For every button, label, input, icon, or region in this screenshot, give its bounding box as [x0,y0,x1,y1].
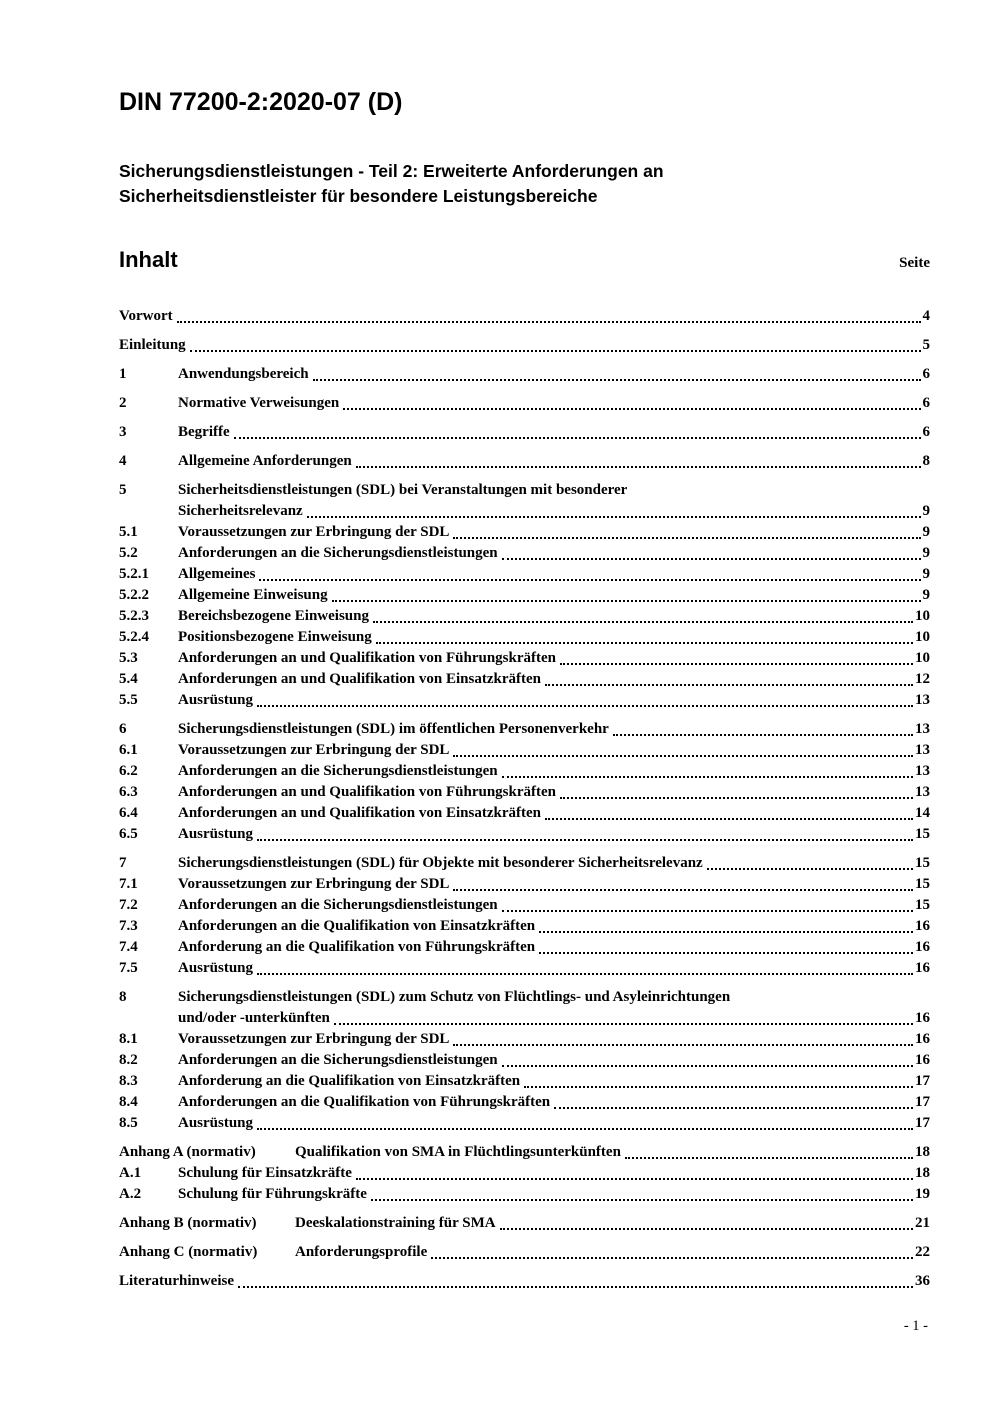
toc-entry-body [178,648,930,669]
toc-entry-body [178,853,930,874]
toc-entry-page: 9 [922,545,930,561]
toc-entry [119,564,930,585]
dot-leader [453,1044,913,1046]
toc-entry-body [295,1242,930,1263]
dot-leader [376,642,913,644]
toc-entry-title: Schulung für Führungskräfte [178,1186,367,1202]
toc-entry-title: Voraussetzungen zur Erbringung der SDL [178,742,450,758]
toc-entry-number: 5.4 [119,671,138,687]
toc-entry-page: 16 [915,918,930,934]
toc-entry-page: 6 [922,366,930,382]
toc-entry-page: 21 [915,1215,930,1231]
toc-entry-number: 6.5 [119,826,138,842]
dot-leader [343,408,920,410]
toc-entry [119,335,930,356]
toc-entry-title: Anforderungen an die Qualifikation von Einsatzkräften [178,918,536,934]
toc-entry-number: 5.5 [119,692,138,708]
dot-leader [545,684,913,686]
toc-entry-page: 6 [922,424,930,440]
toc-entry-number: A.1 [119,1165,142,1181]
toc-entry-title: Normative Verweisungen [178,395,340,411]
toc-entry-body [178,987,930,1029]
toc-entry-body [178,1113,930,1134]
dot-leader [371,1199,913,1201]
toc-entry-body [178,422,930,443]
dot-leader [560,797,913,799]
dot-leader [259,579,920,581]
toc-entry-title: Ausrüstung [178,826,254,842]
toc-entry [119,627,930,648]
toc-entry [119,1213,930,1234]
toc-entry-title: Ausrüstung [178,692,254,708]
toc-entry [119,895,930,916]
dot-leader [502,1065,913,1067]
toc-entry-number: 8.3 [119,1073,138,1089]
toc-entry [119,669,930,690]
toc-entry-number: 2 [119,395,127,411]
dot-leader [613,734,913,736]
footer-page-number: - 1 - [903,1318,928,1334]
toc-entry-body [178,719,930,740]
toc-entry [119,1029,930,1050]
toc-entry-page: 17 [915,1094,930,1110]
toc-entry [119,1271,930,1292]
toc-entry-title: Anforderungen an die Sicherungsdienstleistungen [178,897,498,913]
toc-entry-page: 13 [915,784,930,800]
dot-leader [332,600,921,602]
toc-entry [119,1113,930,1134]
toc-entry-body [178,937,930,958]
toc-entry-number: 7.3 [119,918,138,934]
toc-entry-page: 16 [915,939,930,955]
toc-entry-number: 7.1 [119,876,138,892]
dot-leader [524,1086,913,1088]
dot-leader [431,1257,913,1259]
toc-entry [119,874,930,895]
toc-entry-page: 17 [915,1115,930,1131]
document-title: DIN 77200-2:2020-07 (D) [119,88,403,116]
toc-entry-number: 7 [119,855,127,871]
toc-entry [119,543,930,564]
toc-entry-number: A.2 [119,1186,142,1202]
toc-entry-title: Einleitung [119,337,186,353]
toc-entry [119,803,930,824]
toc-entry-page: 36 [915,1273,930,1289]
toc-entry [119,782,930,803]
dot-leader [502,776,913,778]
toc-entry [119,958,930,979]
toc-entry [119,451,930,472]
dot-leader [554,1107,913,1109]
dot-leader [560,663,913,665]
toc-entry-title: Sicherungsdienstleistungen (SDL) zum Schutz von Flüchtlings- und Asyleinrichtungen [178,989,731,1005]
toc-entry [119,761,930,782]
toc-entry-title: Literaturhinweise [119,1273,234,1289]
toc-entry [119,1142,930,1163]
toc-entry-number: 8.4 [119,1094,138,1110]
toc-entry-page: 18 [915,1144,930,1160]
toc-entry [119,690,930,711]
toc-entry-number: 5.2.1 [119,566,149,582]
toc-entry-body [178,669,930,690]
toc-entry-title: Bereichsbezogene Einweisung [178,608,369,624]
toc-entry [119,937,930,958]
toc-entry-page: 15 [915,826,930,842]
toc-entry [119,916,930,937]
toc-entry-body [178,916,930,937]
toc-entry-title: Anforderungen an die Qualifikation von Führungskräften [178,1094,551,1110]
toc-entry-number: 8.5 [119,1115,138,1131]
toc-entry-number: 5.2 [119,545,138,561]
toc-entry-title: Anforderung an die Qualifikation von Führungskräften [178,939,536,955]
toc-entry [119,306,930,327]
toc-entry-body [119,306,930,327]
toc-entry [119,987,930,1029]
toc-entry [119,824,930,845]
dot-leader [500,1228,913,1230]
toc-entry [119,853,930,874]
toc-entry-title: Anforderungen an und Qualifikation von Einsatzkräften [178,671,541,687]
toc-entry [119,480,930,522]
toc-entry-number: 7.4 [119,939,138,955]
dot-leader [453,537,920,539]
toc-header [119,247,930,273]
toc-entry-number: 1 [119,366,127,382]
dot-leader [234,437,921,439]
toc-entry-title-continued: und/oder -unterkünften [178,1010,330,1026]
toc-entry [119,422,930,443]
toc-entry-body [178,761,930,782]
toc-entry-number: 6.3 [119,784,138,800]
toc-entry-number: 8.1 [119,1031,138,1047]
dot-leader [356,1178,913,1180]
toc-entry-body [178,1071,930,1092]
toc-entry-number: 6 [119,721,127,737]
toc-entry-prefix: Anhang A (normativ) [119,1144,256,1160]
toc-entry-title: Anforderungen an und Qualifikation von Einsatzkräften [178,805,541,821]
toc-entry-title: Qualifikation von SMA in Flüchtlingsunterkünften [295,1144,621,1160]
dot-leader [453,755,913,757]
toc-entry-page: 19 [915,1186,930,1202]
toc-entry-page: 9 [922,587,930,603]
toc-entry-page: 16 [915,1031,930,1047]
toc-entry-body [178,1163,930,1184]
toc-entry-body [178,543,930,564]
dot-leader [334,1023,913,1025]
toc-entry-title: Anwendungsbereich [178,366,309,382]
toc-entry [119,585,930,606]
toc-entry-body [178,782,930,803]
page-column-label: Seite [899,255,930,271]
toc-entry [119,1184,930,1205]
toc-entry-number: 5 [119,482,127,498]
toc-entry-page: 13 [915,721,930,737]
toc-entry-title: Anforderung an die Qualifikation von Einsatzkräften [178,1073,521,1089]
toc-entry-title-continued: Sicherheitsrelevanz [178,503,303,519]
toc-entry-body [178,451,930,472]
toc-entry-page: 12 [915,671,930,687]
toc-entry-page: 16 [915,1052,930,1068]
toc-entry-page: 5 [922,337,930,353]
toc-entry-page: 15 [915,876,930,892]
document-subtitle: Sicherungsdienstleistungen - Teil 2: Erweiterte Anforderungen an Sicherheitsdienstleister für besondere Leistungsbereiche [119,161,664,206]
toc-entry-page: 9 [922,524,930,540]
toc-entry-number: 7.5 [119,960,138,976]
toc-entry-body [178,740,930,761]
dot-leader [307,516,921,518]
toc-entry [119,648,930,669]
dot-leader [356,466,921,468]
dot-leader [257,973,913,975]
toc-entry-number: 3 [119,424,127,440]
toc-entry-page: 16 [915,1010,930,1026]
toc-entry-title: Sicherheitsdienstleistungen (SDL) bei Veranstaltungen mit besonderer [178,482,628,498]
toc-entry-number: 4 [119,453,127,469]
toc-entry [119,1242,930,1263]
toc-entry-title: Anforderungen an und Qualifikation von Führungskräften [178,650,557,666]
toc-entry-number: 5.3 [119,650,138,666]
dot-leader [539,931,913,933]
dot-leader [502,910,913,912]
dot-leader [177,321,921,323]
toc-entry-title: Anforderungen an die Sicherungsdienstleistungen [178,1052,498,1068]
toc-entry-title: Deeskalationstraining für SMA [295,1215,496,1231]
toc-entry-page: 15 [915,855,930,871]
toc-entry-title: Voraussetzungen zur Erbringung der SDL [178,876,450,892]
toc-entry-number: 5.2.4 [119,629,149,645]
toc-entry-page: 13 [915,763,930,779]
toc-entry-title: Sicherungsdienstleistungen (SDL) im öffentlichen Personenverkehr [178,721,609,737]
toc-entry-number: 5.2.2 [119,587,149,603]
toc-entry-body [178,522,930,543]
toc-entry-body [178,895,930,916]
toc-entry-body [178,874,930,895]
toc-entry-page: 10 [915,650,930,666]
toc-entry-title: Anforderungen an und Qualifikation von Führungskräften [178,784,557,800]
toc-entry-page: 13 [915,742,930,758]
toc-entry-body [178,393,930,414]
toc-entry-prefix: Anhang B (normativ) [119,1215,257,1231]
toc-entry-body [295,1213,930,1234]
toc-entry-number: 5.1 [119,524,138,540]
toc-entry-number: 8.2 [119,1052,138,1068]
toc-entry-title: Voraussetzungen zur Erbringung der SDL [178,524,450,540]
toc-entry-page: 10 [915,629,930,645]
dot-leader [707,868,913,870]
toc-entry-body [178,1050,930,1071]
toc-entry-title: Allgemeine Anforderungen [178,453,352,469]
toc-entry-title: Vorwort [119,308,173,324]
toc-entry-title: Allgemeines [178,566,256,582]
toc-entry-page: 9 [922,566,930,582]
toc-entry-page: 22 [915,1244,930,1260]
toc-entry-body [178,958,930,979]
toc-entry-page: 9 [922,503,930,519]
toc-entry-body [178,803,930,824]
dot-leader [373,621,913,623]
dot-leader [313,379,921,381]
toc-entry-page: 8 [922,453,930,469]
toc-entry-number: 6.4 [119,805,138,821]
toc-entry-title: Schulung für Einsatzkräfte [178,1165,352,1181]
dot-leader [539,952,913,954]
dot-leader [238,1286,913,1288]
toc-entry [119,1071,930,1092]
toc-entry-number: 6.2 [119,763,138,779]
toc-entry-number: 6.1 [119,742,138,758]
toc-entry-body [178,606,930,627]
dot-leader [257,705,913,707]
dot-leader [545,818,913,820]
toc-entry-title: Ausrüstung [178,960,254,976]
toc-entry-body [178,1092,930,1113]
toc-entry [119,1050,930,1071]
toc-entry-title: Voraussetzungen zur Erbringung der SDL [178,1031,450,1047]
toc-entry [119,606,930,627]
toc-entry-prefix: Anhang C (normativ) [119,1244,258,1260]
toc-entry [119,1092,930,1113]
toc-entry-body [295,1142,930,1163]
toc-entry [119,522,930,543]
toc-entry-page: 18 [915,1165,930,1181]
toc-entry-title: Anforderungsprofile [295,1244,428,1260]
toc-entry-body [178,564,930,585]
toc-entry-title: Anforderungen an die Sicherungsdienstleistungen [178,545,498,561]
toc-entry [119,364,930,385]
toc-entry-page: 13 [915,692,930,708]
toc-entry-number: 7.2 [119,897,138,913]
toc-entry-body [178,1184,930,1205]
toc-entry-title: Ausrüstung [178,1115,254,1131]
toc-entry-page: 14 [915,805,930,821]
toc-entry-body [178,585,930,606]
toc-entry [119,740,930,761]
toc-entry-body [119,335,930,356]
dot-leader [502,558,921,560]
toc-entry-body [119,1271,930,1292]
toc-entry-title: Begriffe [178,424,230,440]
toc-entry-page: 16 [915,960,930,976]
toc-entry-page: 6 [922,395,930,411]
toc-entry-page: 10 [915,608,930,624]
toc-entry-title: Sicherungsdienstleistungen (SDL) für Objekte mit besonderer Sicherheitsrelevanz [178,855,703,871]
toc-entry-page: 17 [915,1073,930,1089]
toc-entry-body [178,627,930,648]
toc-entry-body [178,824,930,845]
toc-entry [119,719,930,740]
toc-entry-title: Allgemeine Einweisung [178,587,328,603]
toc-entry [119,1163,930,1184]
dot-leader [257,839,913,841]
toc-entry-body [178,1029,930,1050]
dot-leader [453,889,913,891]
dot-leader [625,1157,913,1159]
toc-heading: Inhalt [119,247,178,272]
toc-entry-body [178,480,930,522]
toc-entry-number: 5.2.3 [119,608,149,624]
dot-leader [257,1128,913,1130]
toc-entry-page: 15 [915,897,930,913]
toc-entry-number: 8 [119,989,127,1005]
toc-entry-page: 4 [922,308,930,324]
toc-entry-body [178,690,930,711]
toc-entry-title: Positionsbezogene Einweisung [178,629,372,645]
dot-leader [190,350,921,352]
toc-entry [119,393,930,414]
toc-entry-body [178,364,930,385]
toc-entry-title: Anforderungen an die Sicherungsdienstleistungen [178,763,498,779]
toc-list [119,306,930,1292]
